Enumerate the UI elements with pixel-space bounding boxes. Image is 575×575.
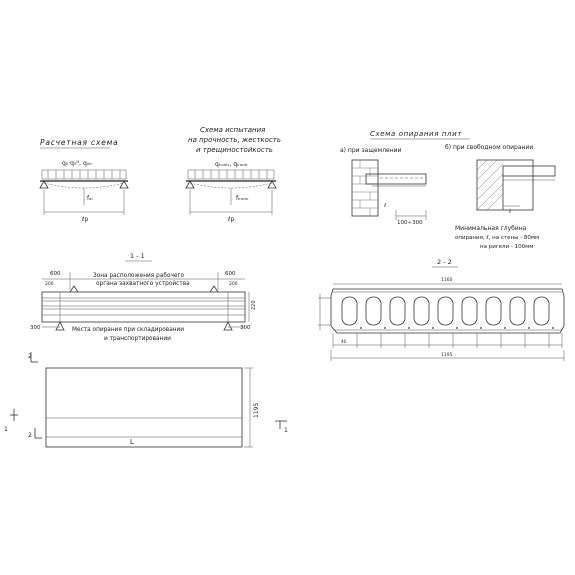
test-reaction-label: fₖₒₙₜᵣ — [236, 195, 249, 202]
hollow-cores — [342, 297, 549, 325]
dim-left-200: 200 — [45, 282, 54, 287]
support-note-1: Минимальная глубина — [455, 225, 527, 232]
calc-reaction-label: fₐₗ — [87, 195, 93, 202]
support-detail-b — [477, 160, 555, 215]
calc-span-label: ℓp — [82, 216, 89, 223]
support-note-2: опирания, ℓ, на стены - 80мм — [455, 235, 540, 241]
plan-width-label: 1195 — [253, 402, 260, 418]
slab-section-body — [42, 292, 245, 322]
plan-view — [4, 352, 288, 447]
section-2-2 — [318, 258, 564, 361]
calc-support-left — [40, 181, 48, 188]
mark-1-left: 1 — [4, 426, 8, 433]
support-text-1: Места опирания при складировании — [72, 327, 185, 333]
dim-top-1160: 1160 — [441, 278, 453, 283]
mark-1-right: 1 — [284, 427, 288, 434]
calc-scheme — [40, 138, 128, 223]
mark-2-top: 2 — [28, 353, 32, 360]
section-1-1-label: 1 - 1 — [130, 252, 145, 260]
support-sub-b: б) при свободном опирании — [445, 144, 534, 151]
test-title-2: на прочность, жесткость — [188, 136, 281, 144]
test-support-left — [186, 181, 194, 188]
dim-right-200: 200 — [229, 282, 238, 287]
mark-2-bottom: 2 — [28, 432, 32, 439]
support-dim-label: 100÷300 — [397, 220, 423, 226]
dim-left-600: 600 — [50, 271, 61, 277]
dim-bottom-300-left: 300 — [30, 325, 41, 331]
plan-length-label: L — [130, 438, 134, 446]
svg-text:ℓ: ℓ — [384, 203, 387, 209]
test-scheme — [186, 126, 281, 223]
support-text-2: и транспортировании — [104, 336, 171, 342]
support-title: Схема опирания плит — [370, 130, 462, 138]
calc-load-block — [42, 170, 126, 179]
svg-text:ℓ: ℓ — [509, 209, 512, 215]
zone-line-1: Зона расположения рабочего — [93, 273, 185, 279]
calc-scheme-title: Расчетная схема — [40, 138, 119, 147]
support-detail-a — [352, 160, 426, 226]
dim-right-600: 600 — [225, 271, 236, 277]
test-span-label: ℓp — [228, 216, 235, 223]
section-1-1 — [30, 252, 257, 342]
test-load-label: qₖₒₙₜᵣ, qₖₒₙₜᵣ — [215, 161, 248, 168]
support-note-3: на ригели - 100мм — [480, 244, 534, 250]
plan-slab-outline — [46, 368, 242, 447]
test-title-3: и трещиностойкость — [196, 146, 273, 154]
test-support-right — [268, 181, 276, 188]
zone-line-2: органа захватного устройства — [96, 281, 190, 287]
support-scheme — [340, 130, 555, 250]
calc-load-label: q₀·q₀ᴴ, q₀ₑ — [62, 160, 92, 167]
test-load-block — [188, 170, 274, 179]
section-2-2-label: 2 - 2 — [437, 258, 452, 266]
dim-bottom-300-right: 300 — [240, 325, 251, 331]
calc-support-right — [120, 181, 128, 188]
dim-height-220: 220 — [251, 300, 257, 310]
support-sub-a: а) при защемлении — [340, 147, 402, 154]
dim-small-46: 46 — [341, 339, 347, 344]
test-title-1: Схема испытания — [200, 126, 266, 134]
dim-bottom-1195: 1195 — [441, 353, 453, 358]
